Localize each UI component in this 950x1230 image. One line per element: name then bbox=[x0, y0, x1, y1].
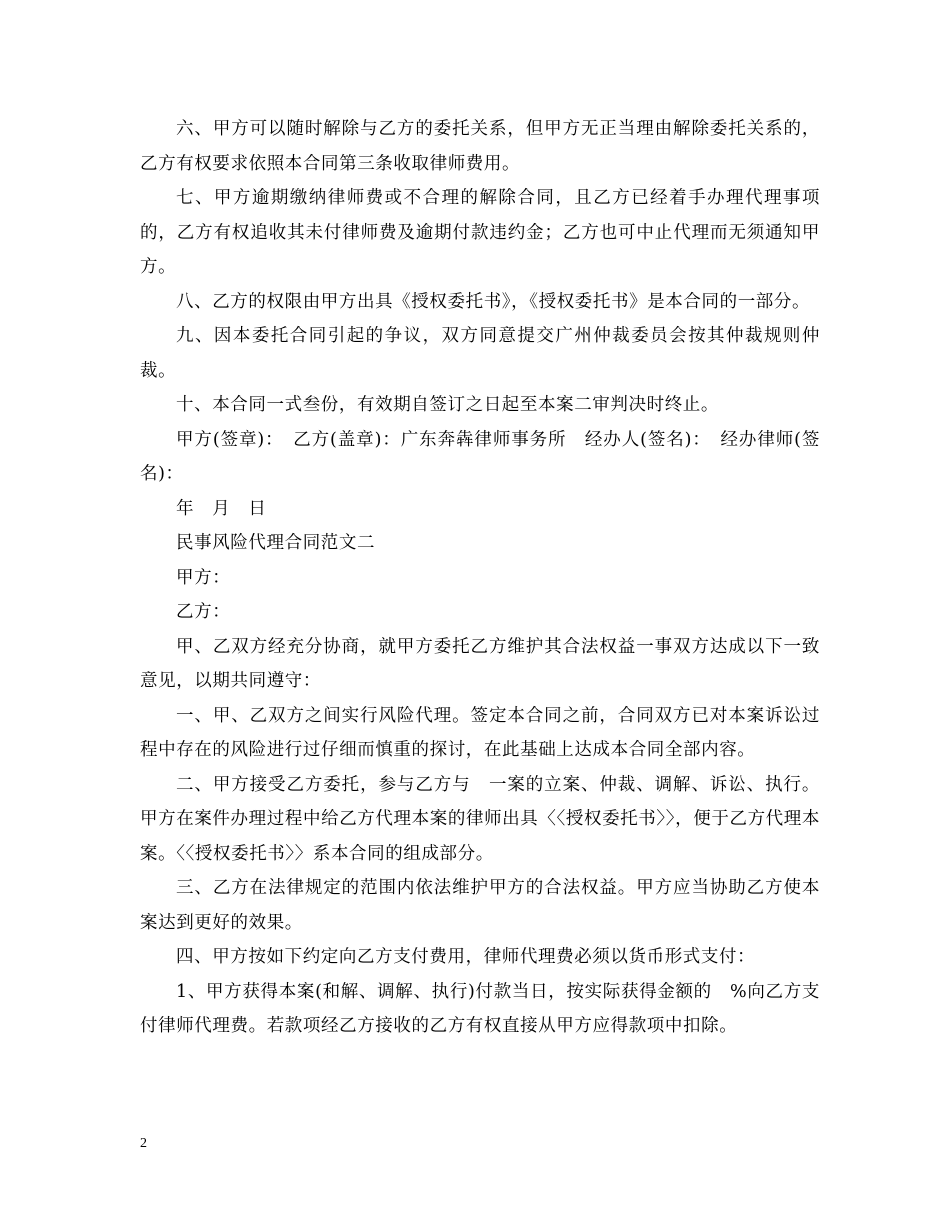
date-line: 年 月 日 bbox=[176, 498, 267, 519]
clause-3: 三、乙方在法律规定的范围内依法维护甲方的合法权益。甲方应当协助乙方使本案达到更好的效果。 bbox=[140, 878, 820, 933]
paragraph-9: 九、因本委托合同引起的争议，双方同意提交广州仲裁委员会按其仲裁规则仲裁。 bbox=[140, 326, 820, 381]
clause-1: 一、甲、乙双方之间实行风险代理。签定本合同之前，合同双方已对本案诉讼过程中存在的风险进行过仔细而慎重的探讨，在此基础上达成本合同全部内容。 bbox=[140, 705, 820, 760]
party-a-line: 甲方： bbox=[176, 567, 231, 588]
paragraph-6: 六、甲方可以随时解除与乙方的委托关系，但甲方无正当理由解除委托关系的，乙方有权要求依照本合同第三条收取律师费用。 bbox=[140, 119, 820, 174]
clause-4: 四、甲方按如下约定向乙方支付费用，律师代理费必须以货币形式支付： bbox=[176, 947, 756, 967]
clause-4-item-1: 1、甲方获得本案(和解、调解、执行)付款当日，按实际获得金额的 %向乙方支付律师代理费。若款项经乙方接收的乙方有权直接从甲方应得款项中扣除。 bbox=[140, 981, 820, 1036]
document-body bbox=[140, 112, 820, 1044]
preamble: 甲、乙双方经充分协商，就甲方委托乙方维护其合法权益一事双方达成以下一致意见，以期共同遵守： bbox=[140, 636, 820, 691]
section-title: 民事风险代理合同范文二 bbox=[176, 533, 376, 553]
paragraph-8: 八、乙方的权限由甲方出具《授权委托书》，《授权委托书》是本合同的一部分。 bbox=[176, 291, 811, 312]
clause-2: 二、甲方接受乙方委托，参与乙方与 一案的立案、仲裁、调解、诉讼、执行。甲方在案件办理过程中给乙方代理本案的律师出具〈〈授权委托书〉〉，便于乙方代理本案。〈〈授权委托书〉〉系本合同的组成部分。 bbox=[140, 774, 820, 864]
page-number: 2 bbox=[140, 1136, 147, 1151]
paragraph-10: 十、本合同一式叁份，有效期自签订之日起至本案二审判决时终止。 bbox=[176, 395, 719, 415]
signature-line: 甲方(签章)： 乙方(盖章)：广东奔犇律师事务所 经办人(签名)： 经办律师(签名)： bbox=[140, 429, 820, 484]
party-b-line: 乙方： bbox=[176, 602, 231, 622]
paragraph-7: 七、甲方逾期缴纳律师费或不合理的解除合同，且乙方已经着手办理代理事项的，乙方有权追收其未付律师费及逾期付款违约金；乙方也可中止代理而无须通知甲方。 bbox=[140, 188, 820, 277]
